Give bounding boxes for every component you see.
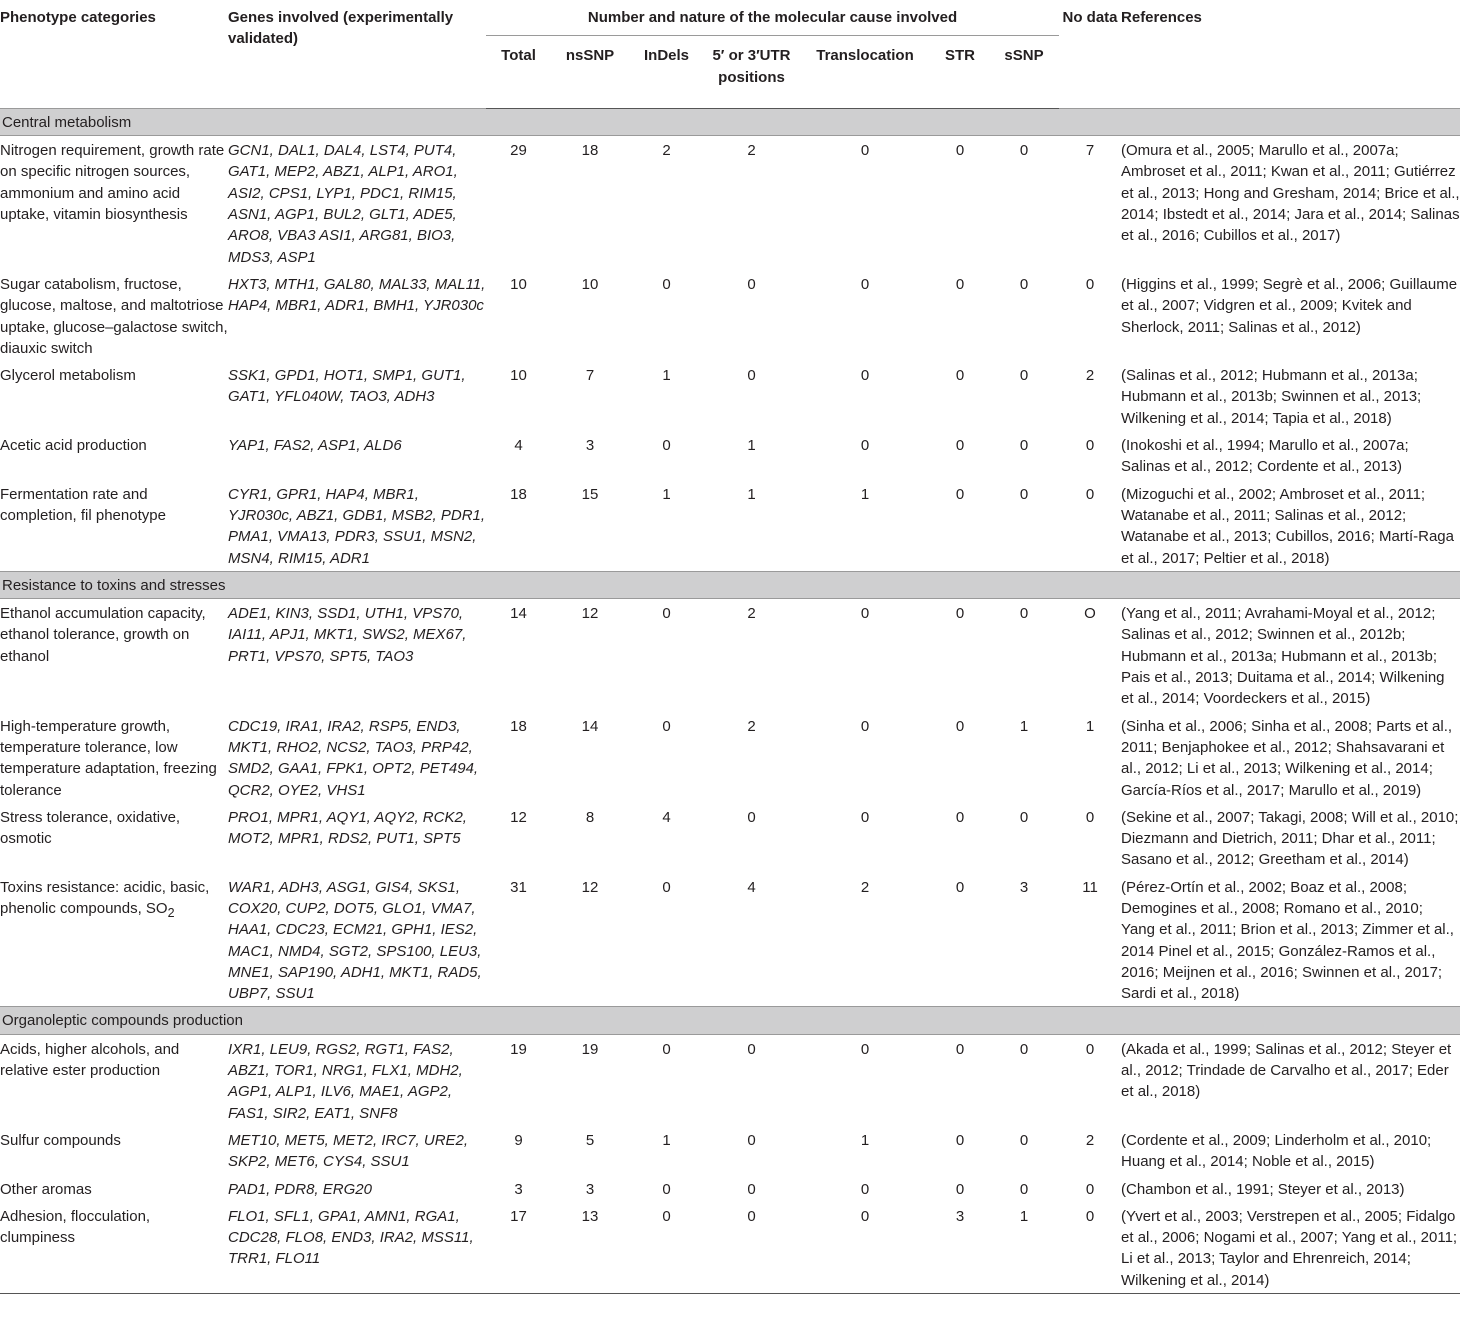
no-data-cell: 0: [1085, 437, 1095, 455]
ssnp-cell: 1: [1019, 717, 1029, 735]
total-cell: 29: [510, 142, 527, 160]
references-cell: (Pérez-Ortín et al., 2002; Boaz et al., 2008; Demogines et al., 2008; Romano et al., 2010; Yang et al., 2011; Brion et al., 2013; Zimmer et al., 2014 Pinel et al., 2015; González-Ramos et al., 2016; Meijnen et al., 2016; Swinnen et al., 2017; Sardi et al., 2018): [1121, 878, 1454, 1003]
genes-cell: PRO1, MPR1, AQY1, AQY2, RCK2, MOT2, MPR1, RDS2, PUT1, SPT5: [228, 808, 467, 848]
table-row: [0, 1034, 1460, 1126]
translocation-cell: 0: [799, 1202, 931, 1294]
ssnp-cell: 0: [1019, 437, 1029, 455]
nssnp-cell: 14: [581, 717, 599, 735]
total-cell: 31: [510, 878, 527, 896]
header-ssnp: sSNP: [989, 36, 1059, 109]
phenotype-cell: [0, 1175, 228, 1202]
genes-cell: WAR1, ADH3, ASG1, GIS4, SKS1, COX20, CUP2, DOT5, GLO1, VMA7, HAA1, CDC23, ECM21, GPH1, IES2, MAC1, NMD4, SGT2, SPS100, LEU3, MNE1, SAP190, ADH1, MKT1, RAD5, UBP7, SSU1: [228, 878, 482, 1003]
ssnp-cell: 0: [1019, 1040, 1029, 1058]
str-cell: 0: [955, 878, 965, 896]
phenotype-text: Acetic acid production: [0, 437, 147, 455]
references-cell: (Sinha et al., 2006; Sinha et al., 2008; Parts et al., 2011; Benjaphokee et al., 2012; Shahsavarani et al., 2012; Li et al., 2013; Wilkening et al., 2014; García-Ríos et al., 2017; Marullo et al., 2019): [1121, 717, 1453, 799]
nssnp-cell: 13: [551, 1202, 629, 1294]
utr-cell: 0: [747, 1180, 756, 1198]
table-row: [0, 136, 1460, 270]
translocation-cell: 0: [860, 275, 870, 293]
references-cell: (Chambon et al., 1991; Steyer et al., 2013): [1121, 1180, 1405, 1198]
str-cell: 0: [955, 1180, 965, 1198]
indels-cell: 0: [662, 437, 671, 455]
str-cell: 0: [955, 275, 965, 293]
total-cell: 18: [510, 485, 527, 503]
no-data-cell: 0: [1085, 275, 1095, 293]
no-data-cell: 0: [1085, 1040, 1095, 1058]
ssnp-cell: 0: [1019, 142, 1029, 160]
references-cell: (Omura et al., 2005; Marullo et al., 2007a; Ambroset et al., 2011; Kwan et al., 2011; Gutiérrez et al., 2013; Hong and Gresham, 2014; Brice et al., 2014; Ibstedt et al., 2014; Jara et al., 2014; Salinas et al., 2016; Cubillos et al., 2017): [1121, 142, 1460, 245]
no-data-cell: 11: [1082, 878, 1098, 896]
translocation-cell: 0: [860, 1040, 870, 1058]
phenotype-cell: [0, 1034, 228, 1126]
ssnp-cell: 0: [1019, 808, 1029, 826]
ssnp-cell: 0: [1019, 1131, 1029, 1149]
utr-cell: 0: [747, 367, 756, 385]
header-number-nature: Number and nature of the molecular cause involved: [587, 9, 958, 26]
translocation-cell: 0: [860, 808, 870, 826]
indels-cell: 1: [662, 485, 671, 503]
total-cell: 12: [510, 808, 527, 826]
utr-cell: 0: [747, 275, 756, 293]
str-cell: 0: [955, 717, 965, 735]
str-cell: 0: [955, 605, 965, 623]
no-data-cell: 2: [1085, 367, 1095, 385]
translocation-cell: 0: [860, 1180, 870, 1198]
utr-cell: 2: [747, 717, 756, 735]
indels-cell: 0: [629, 1202, 704, 1294]
ssnp-cell: 0: [1019, 367, 1029, 385]
phenotype-text: Stress tolerance, oxidative, osmotic: [0, 808, 181, 848]
no-data-cell: 2: [1085, 1131, 1095, 1149]
phenotype-text: Ethanol accumulation capacity, ethanol tolerance, growth on ethanol: [0, 605, 206, 665]
indels-cell: 1: [662, 1131, 671, 1149]
str-cell: 0: [955, 142, 965, 160]
indels-cell: 1: [662, 367, 671, 385]
utr-cell: 4: [747, 878, 756, 896]
nssnp-cell: 19: [581, 1040, 599, 1058]
header-str: STR: [931, 36, 989, 109]
total-cell: 10: [510, 275, 527, 293]
ssnp-cell: 0: [1019, 1180, 1029, 1198]
nssnp-cell: 12: [581, 878, 599, 896]
table-body: [0, 108, 1460, 1293]
table-row: [0, 480, 1460, 572]
ssnp-cell: 0: [1019, 605, 1029, 623]
total-cell: 19: [510, 1040, 527, 1058]
total-cell: 10: [510, 367, 527, 385]
utr-cell: 0: [704, 1202, 799, 1294]
indels-cell: 0: [662, 1180, 671, 1198]
phenotype-cell: [0, 1202, 228, 1294]
genes-cell: GCN1, DAL1, DAL4, LST4, PUT4, GAT1, MEP2, ABZ1, ALP1, ARO1, ASI2, CPS1, LYP1, PDC1, RIM15, ASN1, AGP1, BUL2, GLT1, ADE5, ARO8, VBA3 ASI1, ARG81, BIO3, MDS3, ASP1: [228, 142, 458, 266]
table-row: [0, 712, 1460, 803]
phenotype-cell: [0, 599, 228, 712]
genes-cell: ADE1, KIN3, SSD1, UTH1, VPS70, IAI11, APJ1, MKT1, SWS2, MEX67, PRT1, VPS70, SPT5, TAO3: [228, 605, 467, 665]
references-cell: (Akada et al., 1999; Salinas et al., 2012; Steyer et al., 2012; Trindade de Carvalho et al., 2017; Eder et al., 2018): [1121, 1040, 1452, 1101]
str-cell: 0: [955, 1131, 965, 1149]
phenotype-text: Nitrogen requirement, growth rate on specific nitrogen sources, ammonium and amino acid uptake, vitamin biosynthesis: [0, 142, 225, 224]
str-cell: 0: [955, 485, 965, 503]
utr-cell: 0: [747, 1040, 756, 1058]
table-row: [0, 1175, 1460, 1202]
indels-cell: 0: [662, 717, 671, 735]
nssnp-cell: 8: [585, 808, 595, 826]
references-cell: (Mizoguchi et al., 2002; Ambroset et al., 2011; Watanabe et al., 2011; Salinas et al., 2012; Watanabe et al., 2013; Cubillos, 2016; Martí-Raga et al., 2017; Peltier et al., 2018): [1121, 485, 1454, 567]
phenotype-text: Glycerol metabolism: [0, 367, 136, 385]
table-row: [0, 599, 1460, 712]
str-cell: 0: [955, 808, 965, 826]
utr-cell: 2: [747, 605, 756, 623]
utr-cell: 0: [747, 808, 756, 826]
phenotype-text: Acids, higher alcohols, and relative ester production: [0, 1040, 180, 1080]
genes-cell: MET10, MET5, MET2, IRC7, URE2, SKP2, MET6, CYS4, SSU1: [228, 1131, 469, 1171]
total-cell: 17: [486, 1202, 551, 1294]
genes-cell: CYR1, GPR1, HAP4, MBR1, YJR030c, ABZ1, GDB1, MSB2, PDR1, PMA1, VMA13, PDR3, SSU1, MSN2, MSN4, RIM15, ADR1: [228, 485, 486, 567]
section-header: [0, 571, 1460, 598]
indels-cell: 4: [662, 808, 671, 826]
total-cell: 9: [514, 1131, 523, 1149]
nssnp-cell: 3: [585, 437, 595, 455]
genes-cell: FLO1, SFL1, GPA1, AMN1, RGA1, CDC28, FLO8, END3, IRA2, MSS11, TRR1, FLO11: [228, 1202, 486, 1294]
no-data-cell: 7: [1085, 142, 1095, 160]
phenotype-cell: [0, 480, 228, 572]
header-no-data: No data: [1062, 9, 1118, 26]
translocation-cell: 0: [860, 605, 870, 623]
no-data-cell: O: [1084, 605, 1096, 623]
total-cell: 14: [510, 605, 527, 623]
phenotype-subscript: 2: [167, 905, 175, 920]
phenotype-text: Sugar catabolism, fructose, glucose, maltose, and maltotriose uptake, glucose–galactose switch, diauxic switch: [0, 275, 228, 357]
table-row: [0, 431, 1460, 480]
no-data-cell: 1: [1085, 717, 1095, 735]
phenotype-text: Sulfur compounds: [0, 1131, 121, 1149]
references-cell: (Yang et al., 2011; Avrahami-Moyal et al., 2012; Salinas et al., 2012; Swinnen et al., 2012b; Hubmann et al., 2013a; Hubmann et al., 2013b; Pais et al., 2013; Duitama et al., 2014; Wilkening et al., 2014; Voordeckers et al., 2015): [1121, 605, 1445, 708]
ssnp-cell: 1: [989, 1202, 1059, 1294]
genes-cell: PAD1, PDR8, ERG20: [228, 1180, 372, 1198]
table-row: [0, 270, 1460, 361]
section-header: [0, 108, 1460, 135]
genes-cell: YAP1, FAS2, ASP1, ALD6: [228, 437, 402, 455]
phenotype-cell: [0, 270, 228, 361]
header-total: Total: [486, 36, 551, 109]
no-data-cell: 0: [1085, 808, 1095, 826]
genes-cell: IXR1, LEU9, RGS2, RGT1, FAS2, ABZ1, TOR1, NRG1, FLX1, MDH2, AGP1, ALP1, ILV6, MAE1, AGP2, FAS1, SIR2, EAT1, SNF8: [228, 1040, 463, 1122]
nssnp-cell: 10: [581, 275, 599, 293]
phenotype-text: Fermentation rate and completion, fil phenotype: [0, 485, 166, 524]
header-phenotype: Phenotype categories: [0, 9, 156, 26]
header-translocation: Translocation: [799, 36, 931, 109]
phenotype-cell: [0, 361, 228, 431]
references-cell: (Higgins et al., 1999; Segrè et al., 2006; Guillaume et al., 2007; Vidgren et al., 2009; Kvitek and Sherlock, 2011; Salinas et al., 2012): [1121, 275, 1458, 336]
indels-cell: 0: [662, 605, 671, 623]
phenotype-cell: [0, 136, 228, 270]
genes-cell: HXT3, MTH1, GAL80, MAL33, MAL11, HAP4, MBR1, ADR1, BMH1, YJR030c: [228, 275, 486, 315]
total-cell: 18: [510, 717, 527, 735]
str-cell: 0: [955, 367, 965, 385]
section-title: Central metabolism: [0, 108, 1460, 135]
header-genes: Genes involved (experimentally validated): [228, 9, 454, 48]
phenotype-cell: [0, 873, 228, 1007]
section-title: Organoleptic compounds production: [0, 1007, 1460, 1034]
indels-cell: 0: [662, 1040, 671, 1058]
phenotype-cell: [0, 1126, 228, 1175]
translocation-cell: 1: [860, 1131, 870, 1149]
phenotype-text: Other aromas: [0, 1180, 92, 1198]
translocation-cell: 2: [860, 878, 870, 896]
utr-cell: 1: [747, 437, 756, 455]
indels-cell: 0: [662, 878, 671, 896]
utr-cell: 0: [747, 1131, 756, 1149]
references-cell: (Sekine et al., 2007; Takagi, 2008; Will et al., 2010; Diezmann and Dietrich, 2011; Dhar et al., 2011; Sasano et al., 2012; Greetham et al., 2014): [1121, 808, 1459, 869]
nssnp-cell: 18: [581, 142, 599, 160]
translocation-cell: 0: [860, 717, 870, 735]
header-nssnp: nsSNP: [551, 36, 629, 109]
table-row: [0, 1202, 1460, 1294]
no-data-cell: 0: [1085, 1180, 1095, 1198]
str-cell: 3: [931, 1202, 989, 1294]
no-data-cell: 0: [1059, 1202, 1121, 1294]
phenotype-cell: [0, 712, 228, 803]
table-row: [0, 803, 1460, 873]
header-utr: 5′ or 3′UTR positions: [704, 36, 799, 109]
references-cell: (Yvert et al., 2003; Verstrepen et al., 2005; Fidalgo et al., 2006; Nogami et al., 2007; Yang et al., 2011; Li et al., 2013; Taylor and Ehrenreich, 2014; Wilkening et al., 2014): [1121, 1202, 1460, 1294]
table-row: [0, 1126, 1460, 1175]
str-cell: 0: [955, 1040, 965, 1058]
nssnp-cell: 3: [585, 1180, 595, 1198]
translocation-cell: 0: [860, 367, 870, 385]
table-row: [0, 873, 1460, 1007]
ssnp-cell: 0: [1019, 485, 1029, 503]
header-indels: InDels: [629, 36, 704, 109]
header-references: References: [1121, 9, 1202, 26]
nssnp-cell: 7: [585, 367, 595, 385]
utr-cell: 1: [747, 485, 756, 503]
total-cell: 3: [514, 1180, 523, 1198]
phenotype-text: Adhesion, flocculation, clumpiness: [0, 1207, 151, 1247]
ssnp-cell: 0: [1019, 275, 1029, 293]
str-cell: 0: [955, 437, 965, 455]
phenotype-text: Toxins resistance: acidic, basic, phenolic compounds, SO: [0, 878, 210, 917]
genes-cell: CDC19, IRA1, IRA2, RSP5, END3, MKT1, RHO2, NCS2, TAO3, PRP42, SMD2, GAA1, FPK1, OPT2, PET494, QCR2, OYE2, VHS1: [228, 717, 479, 799]
nssnp-cell: 5: [585, 1131, 595, 1149]
total-cell: 4: [514, 437, 523, 455]
no-data-cell: 0: [1085, 485, 1095, 503]
indels-cell: 2: [662, 142, 671, 160]
table-row: [0, 361, 1460, 431]
genes-cell: SSK1, GPD1, HOT1, SMP1, GUT1, GAT1, YFL040W, TAO3, ADH3: [228, 367, 466, 406]
utr-cell: 2: [747, 142, 756, 160]
translocation-cell: 1: [860, 485, 870, 503]
translocation-cell: 0: [860, 142, 870, 160]
nssnp-cell: 15: [581, 485, 599, 503]
phenotype-cell: [0, 803, 228, 873]
translocation-cell: 0: [860, 437, 870, 455]
ssnp-cell: 3: [1019, 878, 1029, 896]
indels-cell: 0: [662, 275, 671, 293]
phenotype-cell: [0, 431, 228, 480]
references-cell: (Salinas et al., 2012; Hubmann et al., 2013a; Hubmann et al., 2013b; Swinnen et al., 2013; Wilkening et al., 2014; Tapia et al., 2018): [1121, 367, 1422, 427]
phenotype-text: High-temperature growth, temperature tolerance, low temperature adaptation, freezing tolerance: [0, 717, 217, 799]
references-cell: (Cordente et al., 2009; Linderholm et al., 2010; Huang et al., 2014; Noble et al., 2015): [1121, 1131, 1432, 1171]
references-cell: (Inokoshi et al., 1994; Marullo et al., 2007a; Salinas et al., 2012; Cordente et al., 2013): [1121, 437, 1409, 476]
nssnp-cell: 12: [581, 605, 599, 623]
section-header: [0, 1007, 1460, 1034]
section-title: Resistance to toxins and stresses: [0, 571, 1460, 598]
